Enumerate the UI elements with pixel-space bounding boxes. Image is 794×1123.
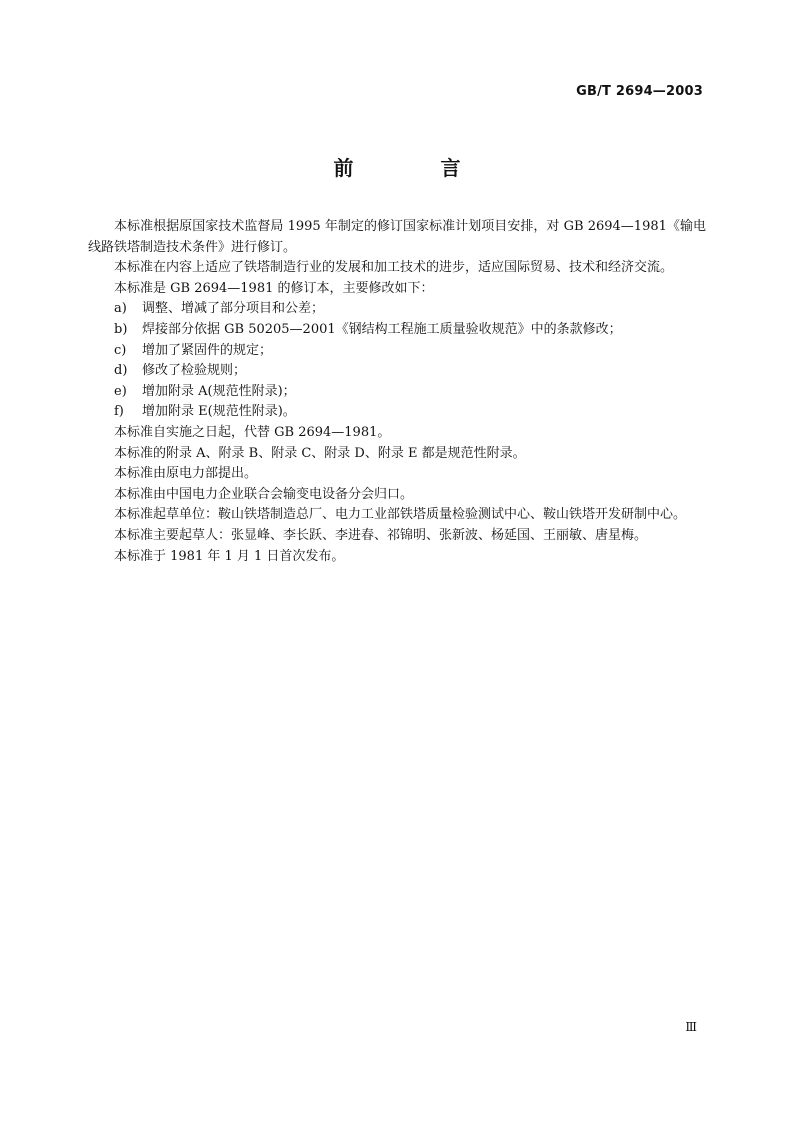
list-item-text: 增加了紧固件的规定； bbox=[142, 342, 273, 358]
list-item-text: 调整、增减了部分项目和公差； bbox=[142, 301, 325, 317]
paragraph: 本标准的附录 A、附录 B、附录 C、附录 D、附录 E 都是规范性附录。 bbox=[114, 445, 526, 461]
paragraph: 本标准自实施之日起，代替 GB 2694—1981。 bbox=[114, 424, 391, 440]
list-item bbox=[88, 382, 706, 403]
list-item bbox=[88, 299, 706, 320]
paragraph: 本标准起草单位：鞍山铁塔制造总厂、电力工业部铁塔质量检验测试中心、鞍山铁塔开发研制中心。 bbox=[114, 507, 687, 523]
paragraph: 本标准由原电力部提出。 bbox=[114, 466, 258, 482]
paragraph: 本标准主要起草人：张显峰、李长跃、李进春、祁锦明、张新波、杨延国、王丽敏、唐星梅。 bbox=[114, 527, 648, 543]
list-item-text: 焊接部分依据 GB 50205—2001《钢结构工程施工质量验收规范》中的条款修改； bbox=[142, 321, 622, 337]
header-standard-code: GB/T 2694—2003 bbox=[576, 84, 703, 99]
list-marker: c) bbox=[114, 342, 127, 358]
list-marker: d) bbox=[114, 363, 128, 379]
list-item-text: 修改了检验规则； bbox=[142, 363, 247, 379]
paragraph: 本标准是 GB 2694—1981 的修订本，主要修改如下： bbox=[114, 280, 434, 296]
list-marker: f) bbox=[114, 404, 124, 420]
list-item bbox=[88, 361, 706, 382]
list-item bbox=[88, 402, 706, 423]
list-marker: e) bbox=[114, 383, 127, 399]
list-marker: a) bbox=[114, 301, 127, 317]
list-marker: b) bbox=[114, 321, 128, 337]
page-title: 前 言 bbox=[333, 156, 501, 180]
paragraph: 本标准根据原国家技术监督局 1995 年制定的修订国家标准计划项目安排，对 GB 2694—1981《输电线路铁塔制造技术条件》进行修订。 bbox=[88, 219, 706, 255]
page-number: Ⅲ bbox=[685, 1020, 697, 1034]
paragraph: 本标准于 1981 年 1 月 1 日首次发布。 bbox=[114, 548, 345, 564]
list-item bbox=[88, 320, 706, 341]
list-item bbox=[88, 341, 706, 362]
list-item-text: 增加附录 A(规范性附录)； bbox=[142, 383, 296, 399]
paragraph: 本标准由中国电力企业联合会输变电设备分会归口。 bbox=[114, 486, 414, 502]
preface-body bbox=[88, 217, 706, 567]
paragraph: 本标准在内容上适应了铁塔制造行业的发展和加工技术的进步，适应国际贸易、技术和经济交流。 bbox=[114, 260, 674, 276]
list-item-text: 增加附录 E(规范性附录)。 bbox=[142, 404, 296, 420]
